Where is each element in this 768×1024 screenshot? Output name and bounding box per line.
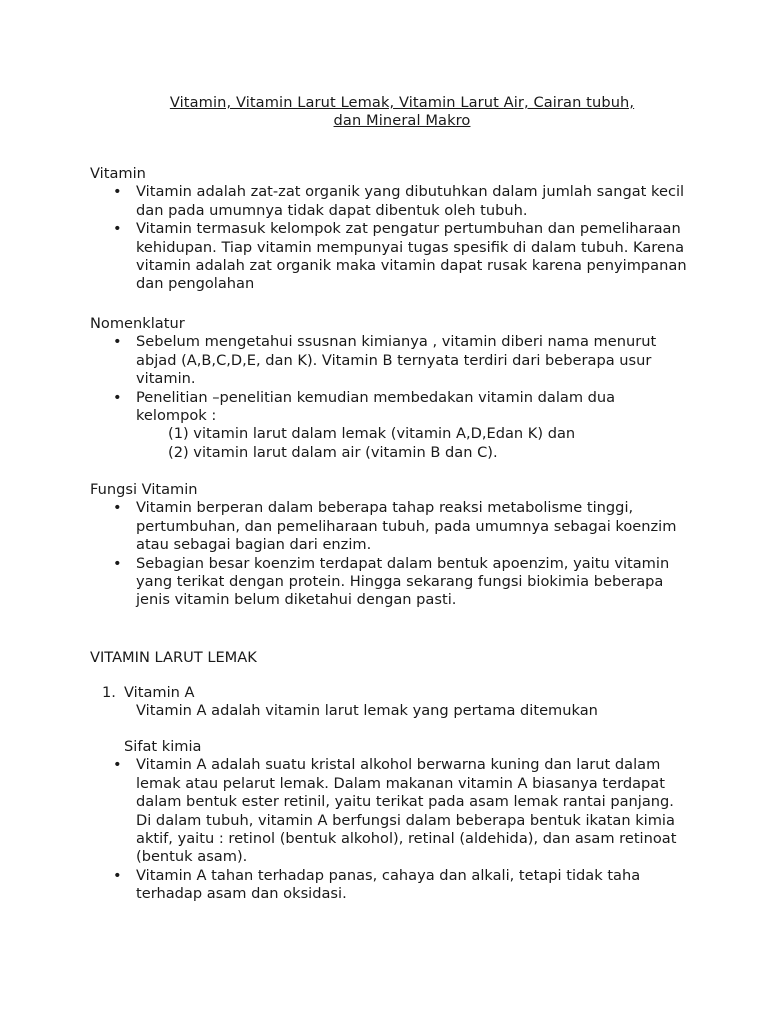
section-fungsi [90, 481, 690, 610]
numbered-heading [90, 684, 690, 702]
list-item: • Vitamin berperan dalam beberapa tahap reaksi metabolisme tinggi, pertumbuhan, dan pemeliharaan tubuh, pada umumnya sebagai koenzim atau sebagai bagian dari enzim. [90, 499, 690, 554]
list-item: • Vitamin termasuk kelompok zat pengatur pertumbuhan dan pemeliharaan kehidupan. Tiap vitamin mempunyai tugas spesifik di dalam tubuh. Karena vitamin adalah zat organik maka vitamin dapat rusak karena penyimpanan dan pengolahan [90, 220, 690, 294]
fungsi-list [90, 499, 690, 609]
list-item: • Vitamin A tahan terhadap panas, cahaya dan alkali, tetapi tidak taha terhadap asam dan oksidasi. [90, 867, 690, 904]
section-nomenklatur [90, 315, 690, 462]
heading-vitamin: Vitamin [90, 165, 146, 182]
title-line-2: dan Mineral Makro [333, 112, 471, 130]
nomenklatur-list [90, 333, 690, 425]
list-item: • Vitamin A adalah suatu kristal alkohol berwarna kuning dan larut dalam lemak atau pelarut lemak. Dalam makanan vitamin A biasanya terdapat dalam bentuk ester retinil, yaitu terikat pada asam lemak rantai panjang. Di dalam tubuh, vitamin A berfungsi dalam beberapa bentuk ikatan kimia aktif, yaitu : retinol (bentuk alkohol), retinal (aldehida), dan asam retinoat (bentuk asam). [90, 756, 690, 866]
vitamin-list [90, 183, 690, 293]
heading-nomenklatur: Nomenklatur [90, 315, 185, 332]
list-number: 1. [102, 684, 116, 701]
list-item: • Sebelum mengetahui ssusnan kimianya , vitamin diberi nama menurut abjad (A,B,C,D,E, dan K). Vitamin B ternyata terdiri dari beberapa usur vitamin. [90, 333, 690, 388]
section-vitamin [90, 165, 690, 294]
section-sifat-kimia [90, 738, 690, 904]
heading-vitamin-a: Vitamin A [124, 684, 195, 701]
heading-larut-lemak: VITAMIN LARUT LEMAK [90, 649, 257, 666]
heading-sifat-kimia: Sifat kimia [124, 738, 202, 755]
vitamin-a-intro: Vitamin A adalah vitamin larut lemak yang pertama ditemukan [136, 702, 598, 720]
list-item: • Penelitian –penelitian kemudian membedakan vitamin dalam dua kelompok : [90, 389, 690, 426]
sub-item-1: (1) vitamin larut dalam lemak (vitamin A,D,Edan K) dan [168, 425, 576, 443]
document-title [90, 94, 714, 131]
sub-item-2: (2) vitamin larut dalam air (vitamin B dan C). [168, 443, 498, 461]
heading-fungsi: Fungsi Vitamin [90, 481, 198, 498]
list-item: • Vitamin adalah zat-zat organik yang dibutuhkan dalam jumlah sangat kecil dan pada umumnya tidak dapat dibentuk oleh tubuh. [90, 183, 690, 220]
section-vitamin-a [90, 684, 690, 721]
list-item: • Sebagian besar koenzim terdapat dalam bentuk apoenzim, yaitu vitamin yang terikat dengan protein. Hingga sekarang fungsi biokimia beberapa jenis vitamin belum diketahui dengan pasti. [90, 555, 690, 610]
section-larut-lemak [90, 649, 690, 667]
title-line-1: Vitamin, Vitamin Larut Lemak, Vitamin Larut Air, Cairan tubuh, [169, 94, 635, 111]
sifat-kimia-list [90, 756, 690, 903]
